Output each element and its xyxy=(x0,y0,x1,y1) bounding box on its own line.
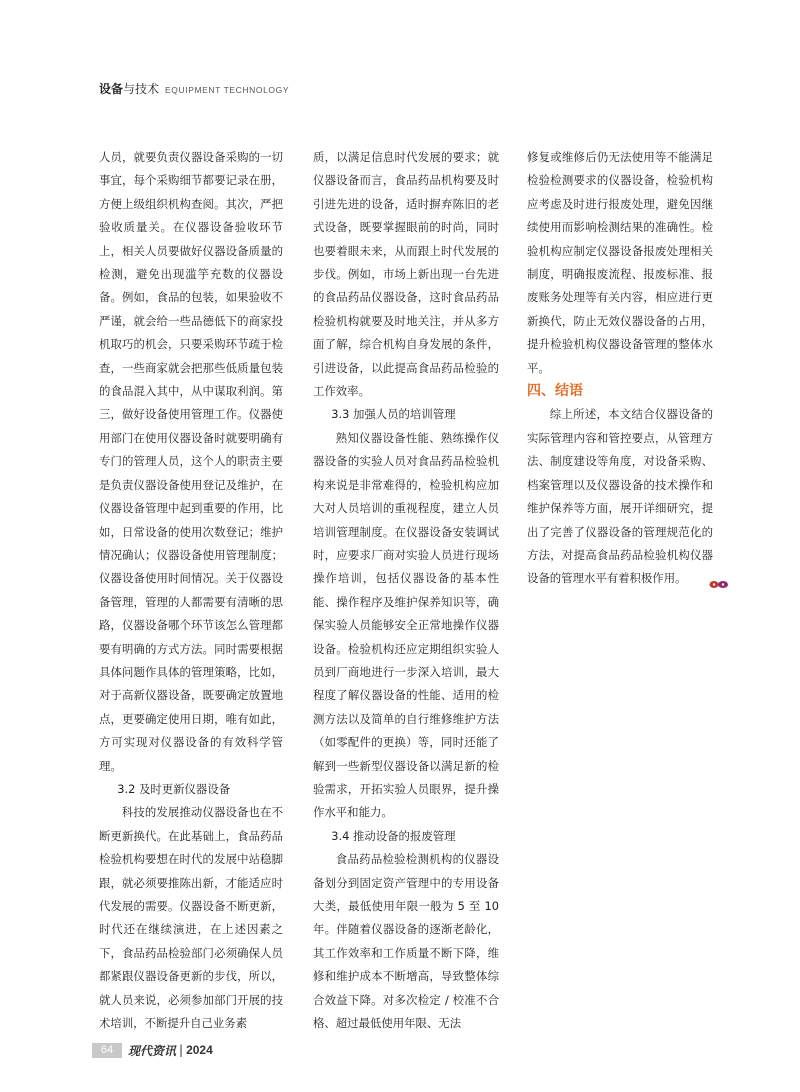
paragraph: 科技的发展推动仪器设备也在不断更新换代。在此基础上，食品药品检验机构要想在时代的发展中站稳脚跟，就必须要推陈出新，才能适应时代发展的需要。仪器设备不断更新，时代还在继续演进，在上述因素之下，食品药品检验部门必须确保人员都紧跟仪器设备更新的步伐，所以，就人员来说，必须参加部门开展的技术培训，不断提升自己业务素 xyxy=(99,805,283,1031)
header-title-strong: 设备 xyxy=(99,82,124,96)
end-mark-icon xyxy=(686,574,706,583)
issue-year: 2024 xyxy=(186,1043,213,1057)
paragraph: 食品药品检验检测机构的仪器设备划分到固定资产管理中的专用设备大类，最低使用年限一般为 5 至 10 年。伴随着仪器设备的逐渐老龄化，其工作效率和工作质量不断下降，维修和维护成本不断增高，导致整体综合效益下降。对多次检定 / 校准不合格、超过最低使用年限、无法 xyxy=(313,852,499,1031)
paragraph: 质，以满足信息时代发展的要求；就仪器设备而言，食品药品机构要及时引进先进的设备，适时摒弃陈旧的老式设备，既要掌握眼前的时尚，同时也要着眼未来，从而跟上时代发展的步伐。例如，市场上新出现一台先进的食品药品仪器设备，这时食品药品检验机构就要及时地关注，并从多方面了解，综合机构自身发展的条件，引进设备，以此提高食品药品检验的工作效率。 xyxy=(313,150,499,399)
header-title-en: EQUIPMENT TECHNOLOGY xyxy=(165,85,290,95)
footer-separator: | xyxy=(179,1043,184,1057)
paragraph: 熟知仪器设备性能、熟练操作仪器设备的实验人员对食品药品检验机构来说是非常难得的，检验机构应加大对人员培训的重视程度，建立人员培训管理制度。在仪器设备安装调试时，应要求厂商对实验人员进行现场操作培训，包括仪器设备的基本性能、操作程序及维护保养知识等，确保实验人员能够安全正常地操作仪器设备。检验机构还应定期组织实验人员到厂商地进行一步深入培训，最大程度了解仪器设备的性能、适用的检测方法以及简单的自行维修维护方法（如零配件的更换）等，同时还能了解到一些新型仪器设备以满足新的检验需求，开拓实验人员眼界，提升操作水平和能力。 xyxy=(313,430,499,820)
magazine-logo: 现代资讯 xyxy=(128,1043,177,1058)
header-title-mid: 与技术 xyxy=(123,82,160,96)
subsection-heading: 3.3 加强人员的培训管理 xyxy=(331,407,456,422)
column-middle xyxy=(313,146,499,1035)
column-right xyxy=(527,146,713,591)
conclusion-text: 综上所述，本文结合仪器设备的实际管理内容和管控要点，从管理方法、制度建设等角度，对设备采购、档案管理以及仪器设备的技术操作和维护保养等方面，展开详细研究，提出了完善了仪器设备的管理规范化的方法，对提高食品药品检验机构仪器设备的管理水平有着积极作用。 xyxy=(527,407,713,586)
page-footer xyxy=(92,1041,213,1059)
paragraph: 人员，就要负责仪器设备采购的一切事宜，每个采购细节都要记录在册，方便上级组织机构查阅。其次，严把验收质量关。在仪器设备验收环节上，相关人员要做好仪器设备质量的检测，避免出现滥竽充数的仪器设备。例如，食品的包装，如果验收不严谨，就会给一些品德低下的商家投机取巧的机会，只要采购环节疏于检查，一些商家就会把那些低质量包装的食品混入其中，从中谋取利润。第三，做好设备使用管理工作。仪器使用部门在使用仪器设备时就要明确有专门的管理人员，这个人的职责主要是负责仪器设备使用登记及维护，在仪器设备管理中起到重要的作用，比如，日常设备的使用次数登记；维护情况确认；仪器设备使用管理制度；仪器设备使用时间情况。关于仪器设备管理，管理的人都需要有清晰的思路，仪器设备哪个环节该怎么管理都要有明确的方式方法。同时需要根据具体问题作具体的管理策略，比如，对于高新仪器设备，既要确定放置地点，更要确定使用日期，唯有如此，方可实现对仪器设备的有效科学管理。 xyxy=(99,150,283,773)
column-left xyxy=(99,146,283,1035)
subsection-heading: 3.4 推动设备的报废管理 xyxy=(331,828,456,843)
subsection-heading: 3.2 及时更新仪器设备 xyxy=(117,781,231,796)
running-header xyxy=(99,80,289,97)
section-heading-conclusion: 四、结语 xyxy=(527,383,583,400)
paragraph: 修复或维修后仍无法使用等不能满足检验检测要求的仪器设备，检验机构应考虑及时进行报废处理，避免因继续使用而影响检测结果的准确性。检验机构应制定仪器设备报废处理相关制度，明确报废流程、报废标准、报废账务处理等有关内容，相应进行更新换代，防止无效仪器设备的占用，提升检验机构仪器设备管理的整体水平。 xyxy=(527,150,713,375)
page-number: 64 xyxy=(92,1043,122,1058)
paragraph-conclusion xyxy=(527,403,713,590)
